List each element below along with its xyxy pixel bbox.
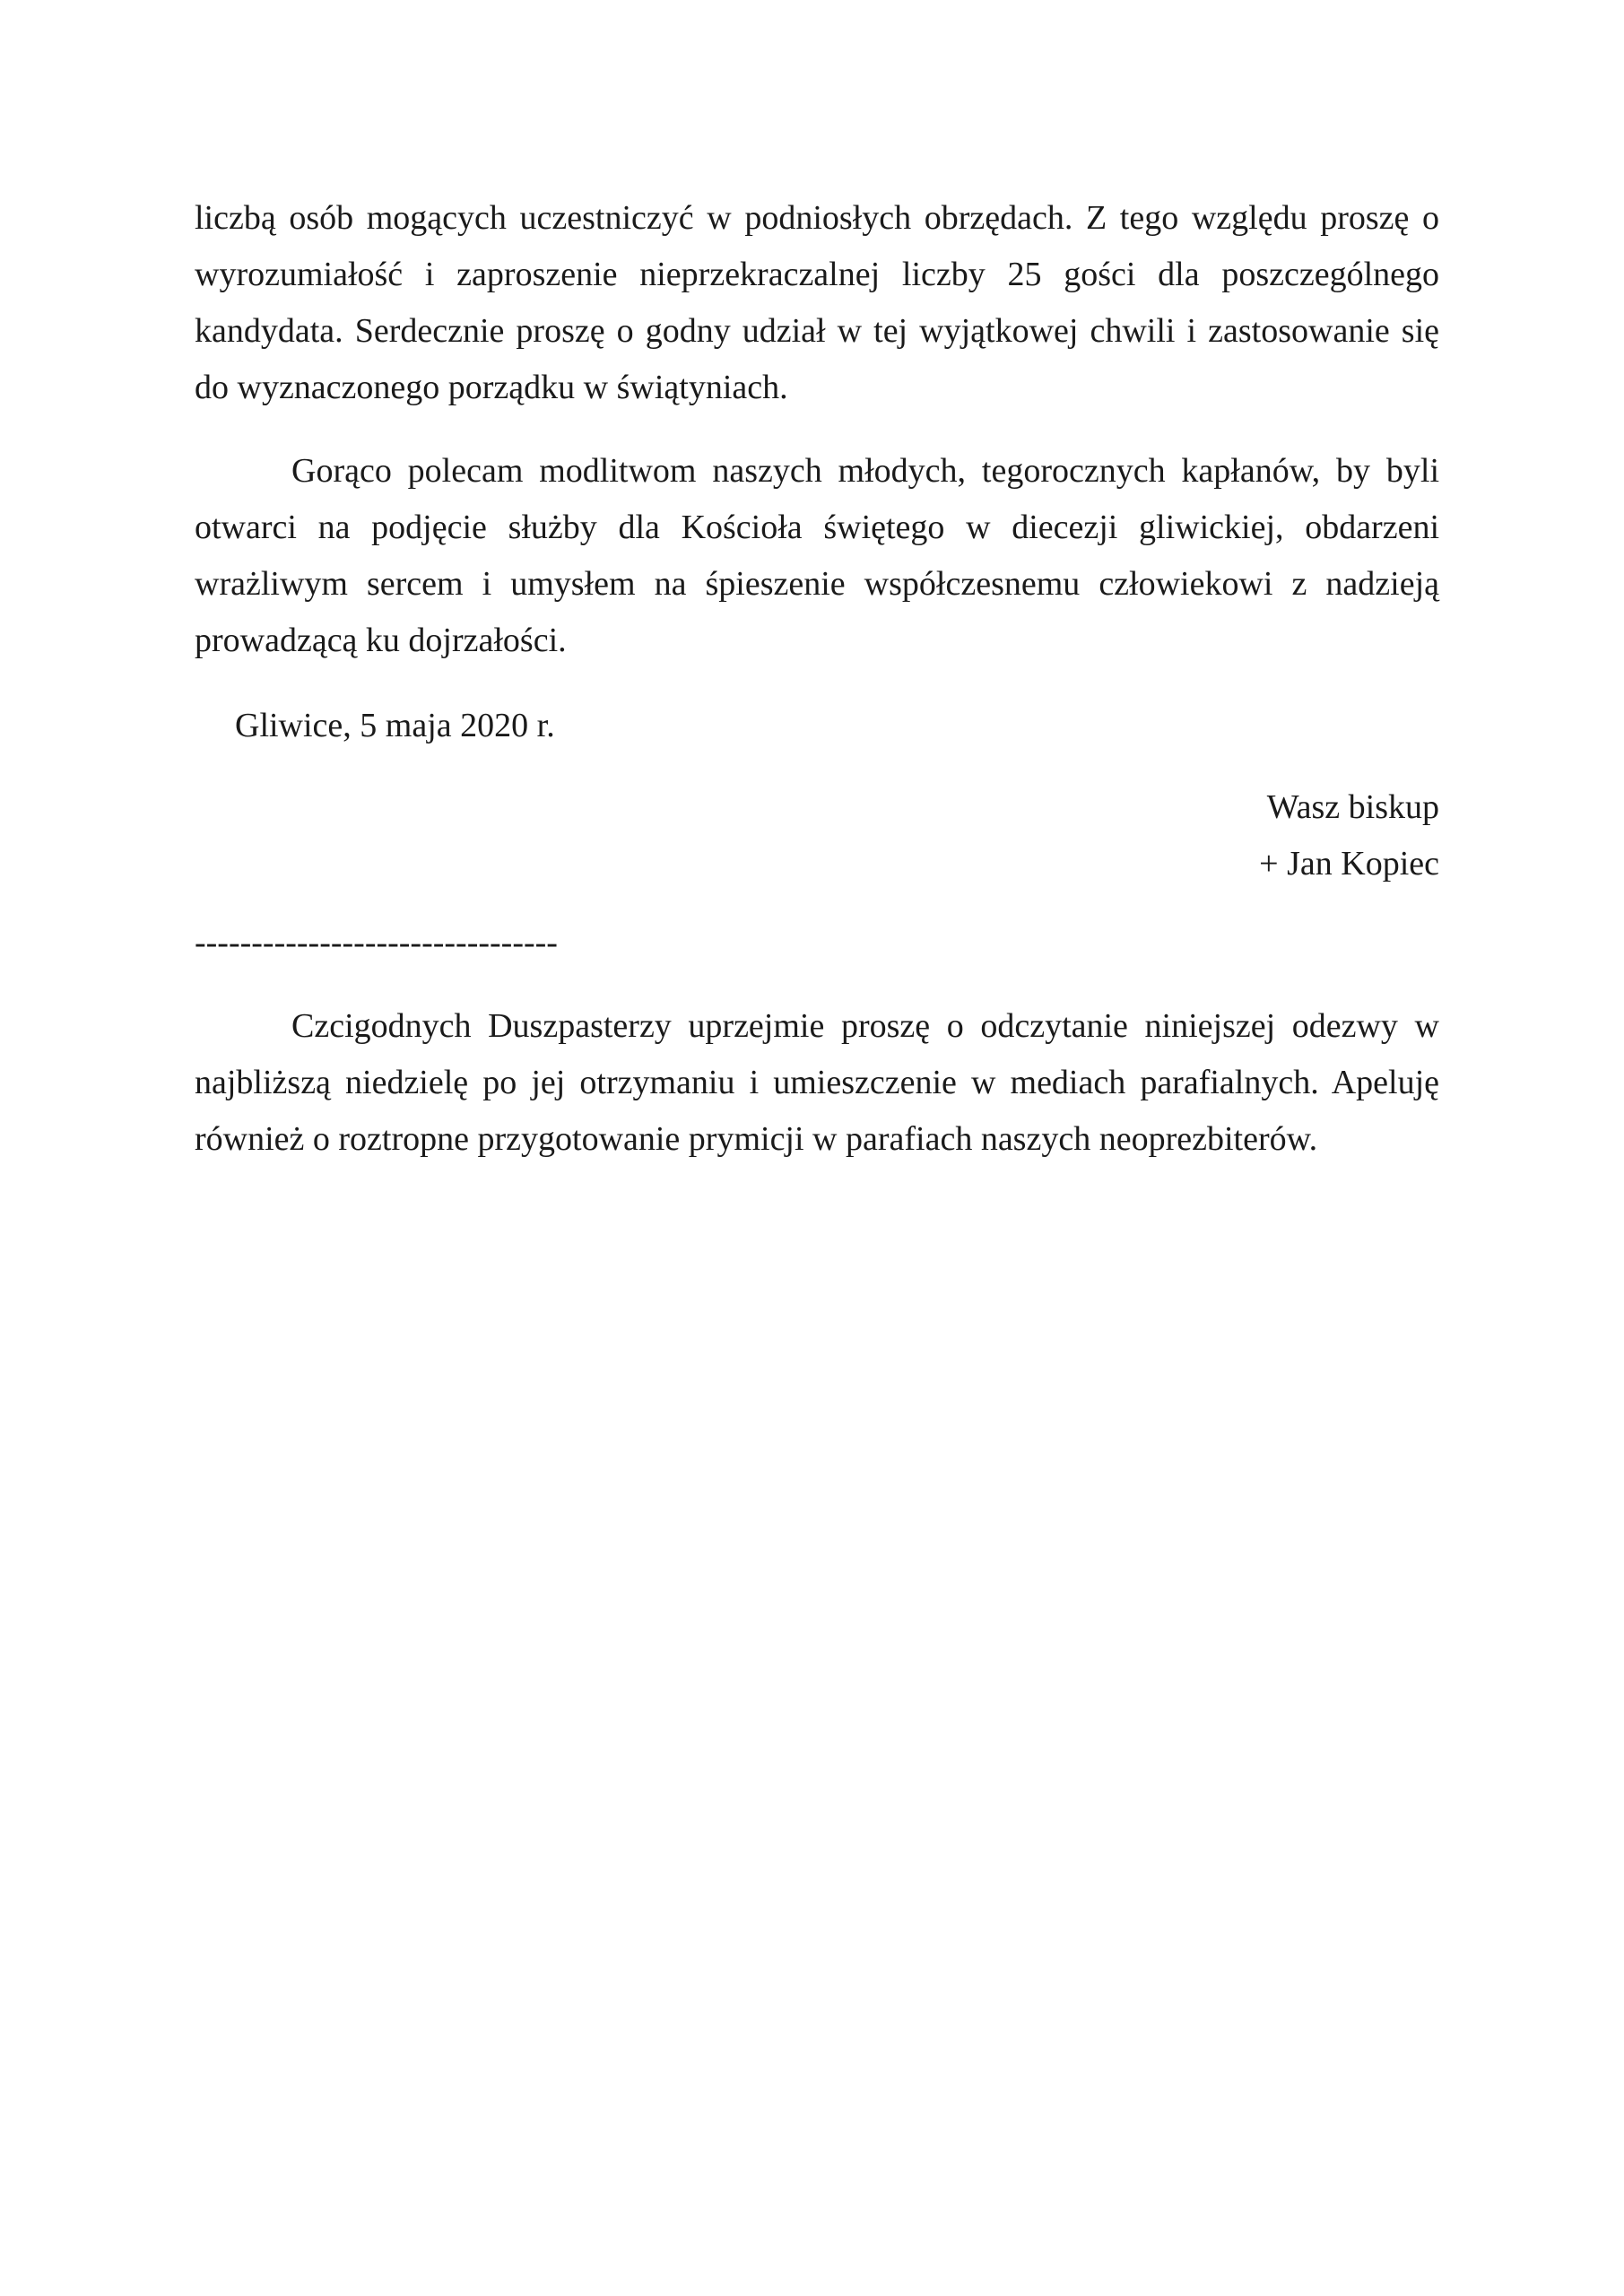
signature-name: + Jan Kopiec <box>1259 845 1439 883</box>
paragraph-continued: liczbą osób mogących uczestniczyć w podniosłych obrzędach. Z tego względu proszę o wyrozumiałość i zaproszenie nieprzekraczalnej liczby 25 gości dla poszczególnego kandydata. Serdecznie proszę o godny udział w tej wyjątkowej chwili i zastosowanie się do wyznaczonego porządku w świątyniach. <box>195 199 1439 406</box>
letter-date: Gliwice, 5 maja 2020 r. <box>235 707 555 744</box>
letter-page <box>195 190 1439 1168</box>
paragraph-prayer-request: Gorąco polecam modlitwom naszych młodych, tegorocznych kapłanów, by byli otwarci na podjęcie służby dla Kościoła świętego w diecezji gliwickiej, obdarzeni wrażliwym sercem i umysłem na śpieszenie współczesnemu człowiekowi z nadzieją prowadzącą ku dojrzałości. <box>195 452 1439 659</box>
separator-line: -------------------------------- <box>195 924 558 961</box>
signature-title: Wasz biskup <box>1266 788 1439 826</box>
signature-block <box>195 779 1439 892</box>
paragraph-closing-note: Czcigodnych Duszpasterzy uprzejmie proszę o odczytanie niniejszej odezwy w najbliższą niedzielę po jej otrzymaniu i umieszczenie w mediach parafialnych. Apeluję również o roztropne przygotowanie prymicji w parafiach naszych neoprezbiterów. <box>195 1007 1439 1158</box>
